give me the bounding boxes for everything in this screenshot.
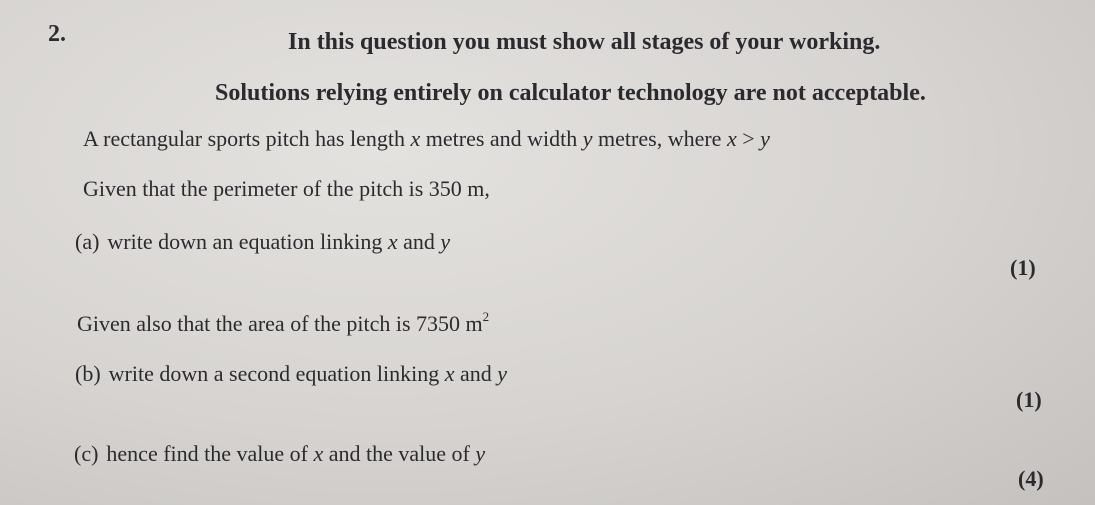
part-a <box>75 231 450 253</box>
part-a-label: (a) <box>75 229 100 254</box>
given-perimeter: Given that the perimeter of the pitch is 350 m, <box>83 176 490 201</box>
intro-part-3: metres, where <box>592 126 727 151</box>
instruction-calculator: Solutions relying entirely on calculator technology are not acceptable. <box>215 80 926 106</box>
part-c-marks: (4) <box>1018 466 1044 491</box>
variable-x: x <box>726 126 737 151</box>
given-area-text: Given also that the area of the pitch is 7350 m <box>77 311 483 336</box>
part-b-label: (b) <box>75 361 101 386</box>
variable-x: x <box>444 361 455 386</box>
part-a-marks: (1) <box>1010 255 1036 280</box>
variable-y: y <box>760 126 770 151</box>
part-c <box>74 443 485 465</box>
part-c-text: hence find the value of <box>106 441 314 466</box>
variable-y: y <box>582 126 593 151</box>
instruction-show-working: In this question you must show all stages of your working. <box>288 29 881 55</box>
variable-x: x <box>313 441 324 466</box>
variable-y: y <box>440 229 451 254</box>
part-b-text: write down a second equation linking <box>108 361 445 386</box>
greater-than-sign: > <box>736 126 761 151</box>
variable-y: y <box>475 441 486 466</box>
part-b <box>75 363 507 385</box>
variable-y: y <box>497 361 507 386</box>
part-a-text: write down an equation linking <box>107 229 388 254</box>
intro-text <box>83 128 770 150</box>
given-area <box>77 310 489 335</box>
part-c-label: (c) <box>74 441 99 466</box>
part-b-conjunction: and <box>454 361 498 386</box>
intro-part-1: A rectangular sports pitch has length <box>83 126 411 151</box>
variable-x: x <box>387 229 398 254</box>
part-c-conjunction: and the value of <box>323 441 476 466</box>
part-b-marks: (1) <box>1016 387 1042 412</box>
variable-x: x <box>410 126 421 151</box>
part-a-conjunction: and <box>397 229 441 254</box>
question-number: 2. <box>48 21 66 47</box>
intro-part-2: metres and width <box>420 126 583 151</box>
squared-superscript: 2 <box>482 309 490 324</box>
